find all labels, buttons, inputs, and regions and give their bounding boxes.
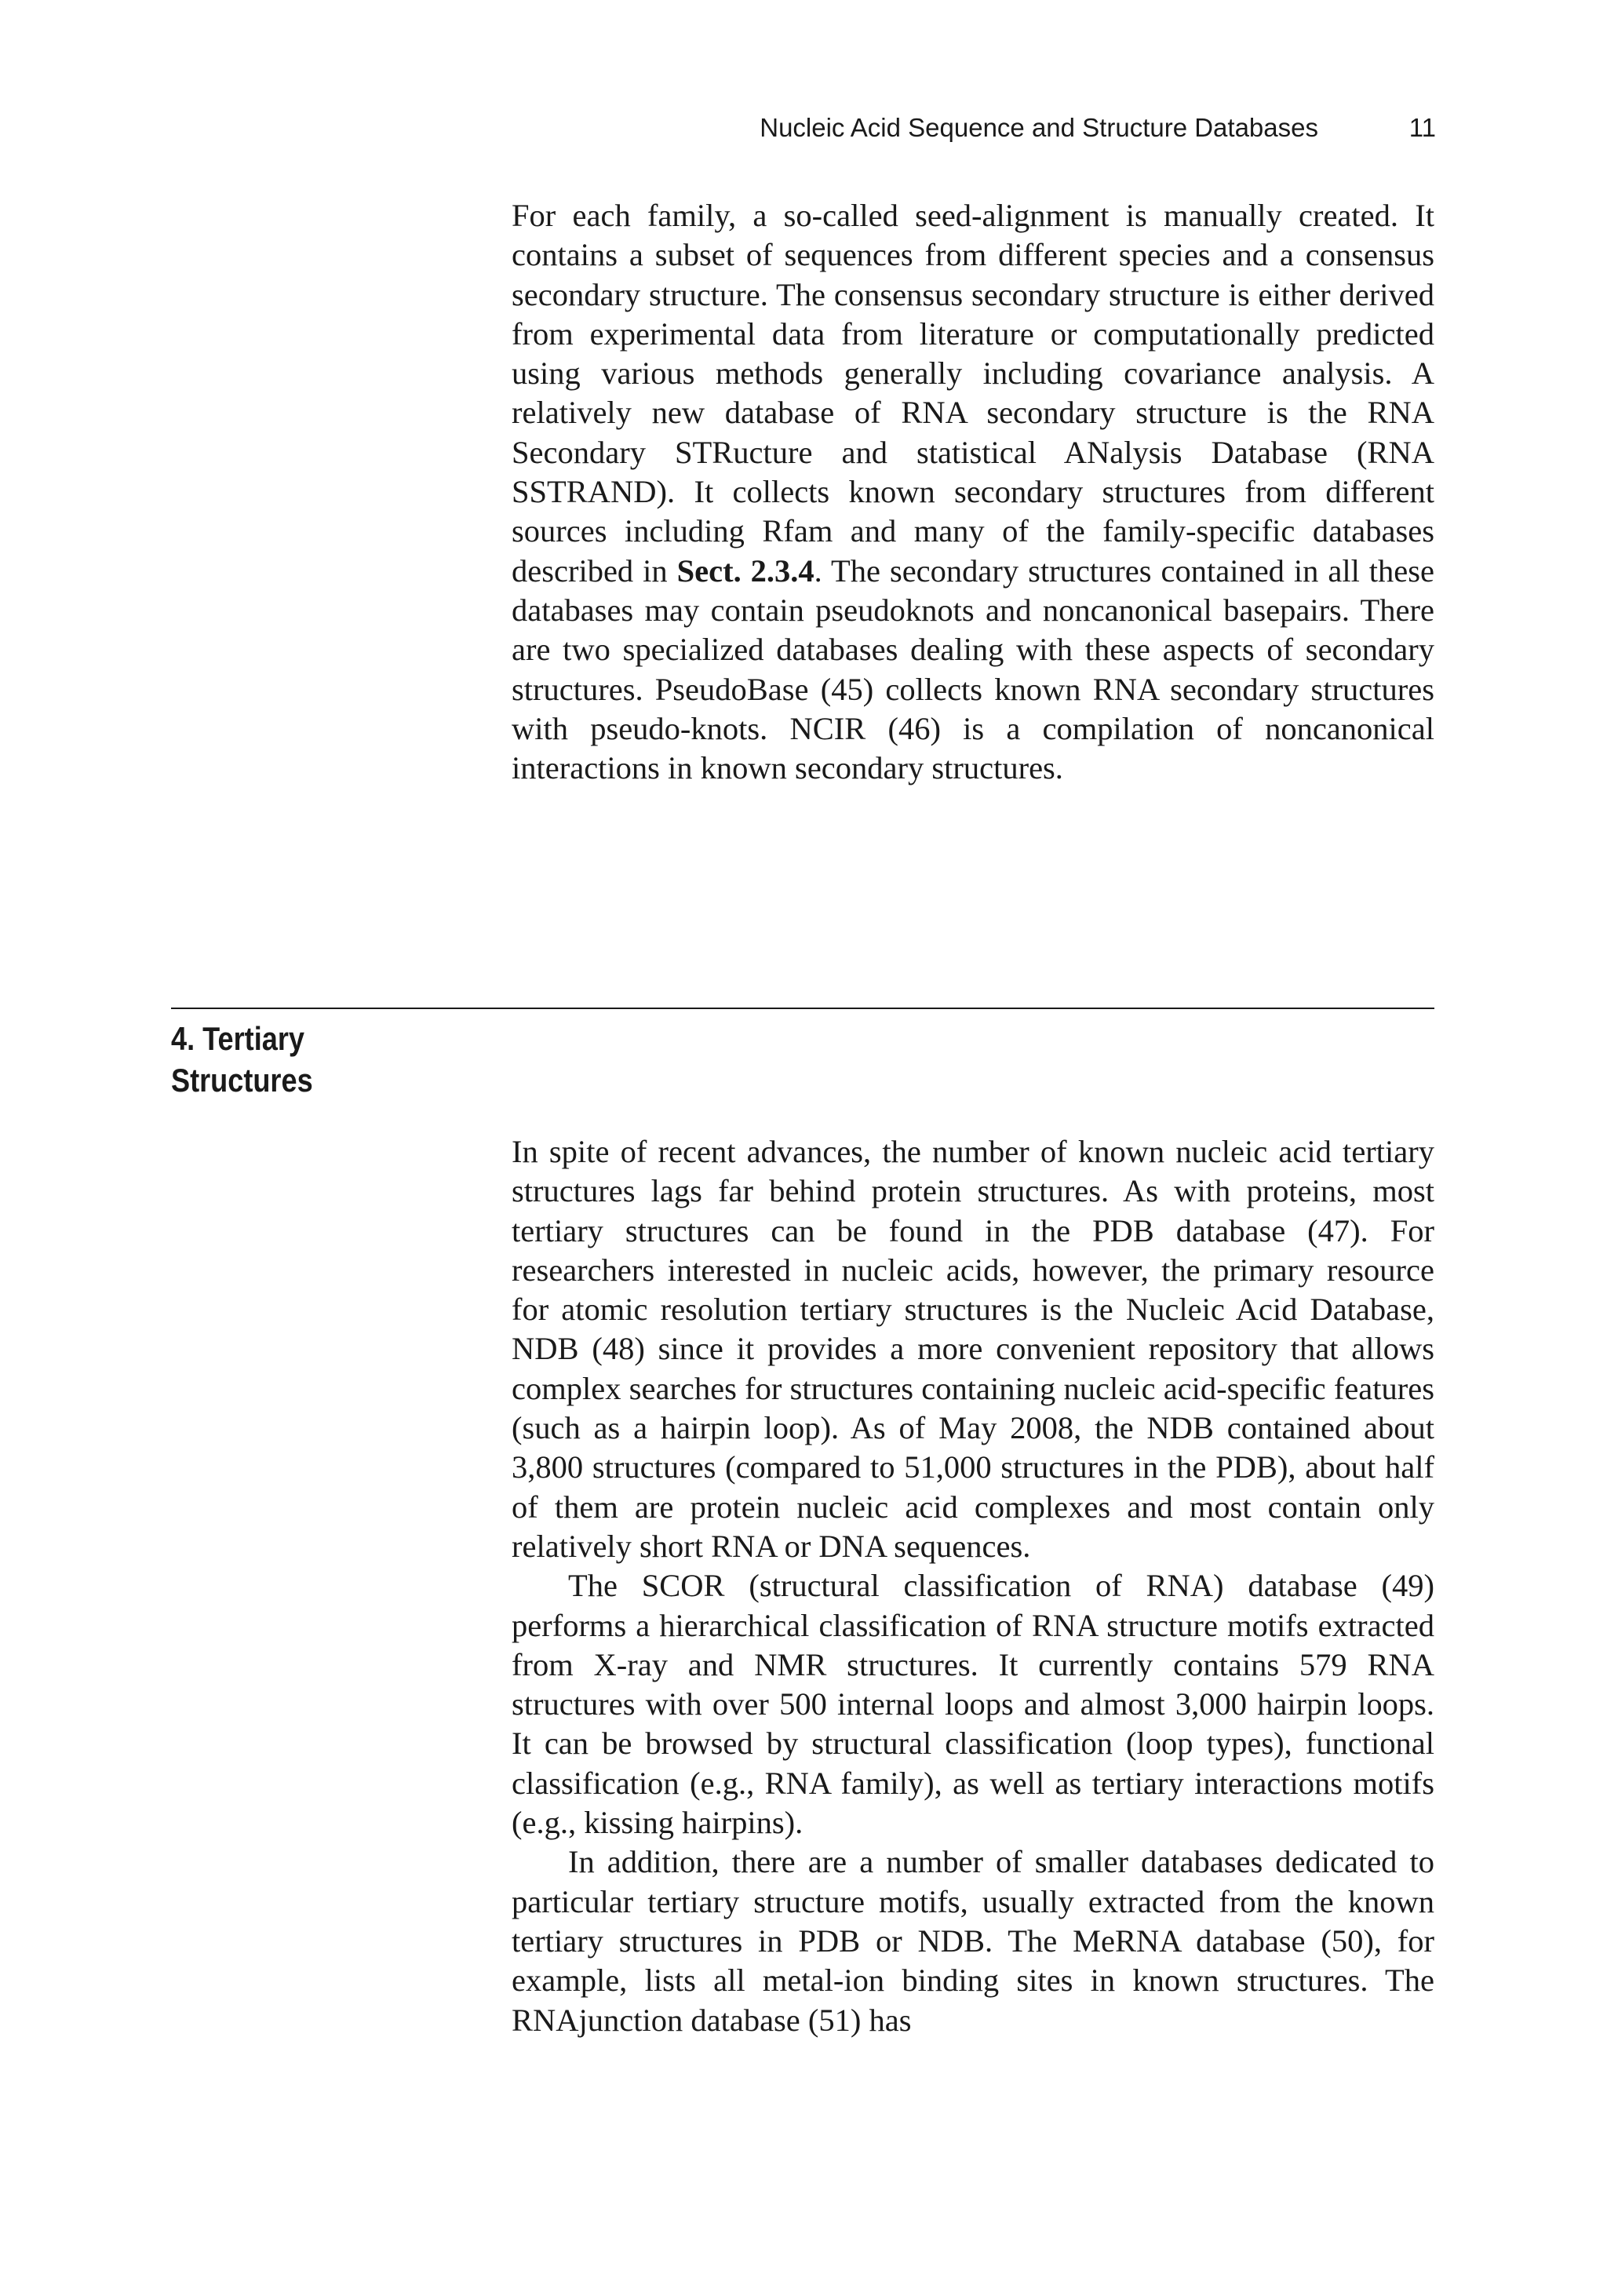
section-cross-reference: Sect. 2.3.4 [676, 552, 814, 589]
body-paragraph-1: In spite of recent advances, the number of known nucleic acid tertiary structures lags far behind protein structures. As with proteins, most tertiary structures can be found in the PDB database (47). For researchers interested in nucleic acids, however, the primary resource for atomic resolution tertiary structures is the Nucleic Acid Database, NDB (48) since it provides a more convenient repository that allows complex searches for structures containing nucleic acid-specific features (such as a hairpin loop). As of May 2008, the NDB contained about 3,800 structures (compared to 51,000 structures in the PDB), about half of them are protein nucleic acid complexes and most contain only relatively short RNA or DNA sequences. [512, 1134, 1434, 1564]
running-title: Nucleic Acid Sequence and Structure Databases [760, 113, 1318, 142]
body-paragraph-3: In addition, there are a number of smaller databases dedicated to particular tertiary structure motifs, usually extracted from the known tertiary structures in PDB or NDB. The MeRNA database (50), for example, lists all metal-ion binding sites in known structures. The RNAjunction database (51) has [512, 1844, 1434, 2038]
page-number: 11 [1408, 113, 1436, 142]
intro-text-end: . The secondary structures contained in all these databases may contain pseudoknots and noncanonical basepairs. There are two specialized databases dealing with these aspects of secondary structures. PseudoBase (45) collects known RNA secondary structures with pseudo-knots. NCIR (46) is a compilation of noncanonical interactions in known secondary structures. [512, 552, 1435, 786]
intro-paragraph [512, 196, 1434, 788]
section-body [512, 1132, 1434, 2040]
running-header [0, 110, 1436, 146]
section-divider [171, 1008, 1434, 1009]
section-heading-line-1: 4. Tertiary [171, 1020, 304, 1057]
section-heading-line-2: Structures [171, 1062, 313, 1099]
section-heading [171, 1018, 428, 1101]
intro-paragraph-block [512, 196, 1434, 788]
intro-text-start: For each family, a so-called seed-alignment is manually created. It contains a subset of sequences from different species and a consensus secondary structure. The consensus secondary structure is either derived from experimental data from literature or computationally predicted using various methods generally including covariance analysis. A relatively new database of RNA secondary structure is the RNA Secondary STRucture and statistical ANalysis Database (RNA SSTRAND). It collects known secondary structures from different sources including Rfam and many of the family-specific databases described in [512, 198, 1434, 589]
body-paragraph-2: The SCOR (structural classification of RNA) database (49) performs a hierarchical classification of RNA structure motifs extracted from X-ray and NMR structures. It currently contains 579 RNA structures with over 500 internal loops and almost 3,000 hairpin loops. It can be browsed by structural classification (loop types), functional classification (e.g., RNA family), as well as tertiary interactions motifs (e.g., kissing hairpins). [512, 1568, 1434, 1841]
